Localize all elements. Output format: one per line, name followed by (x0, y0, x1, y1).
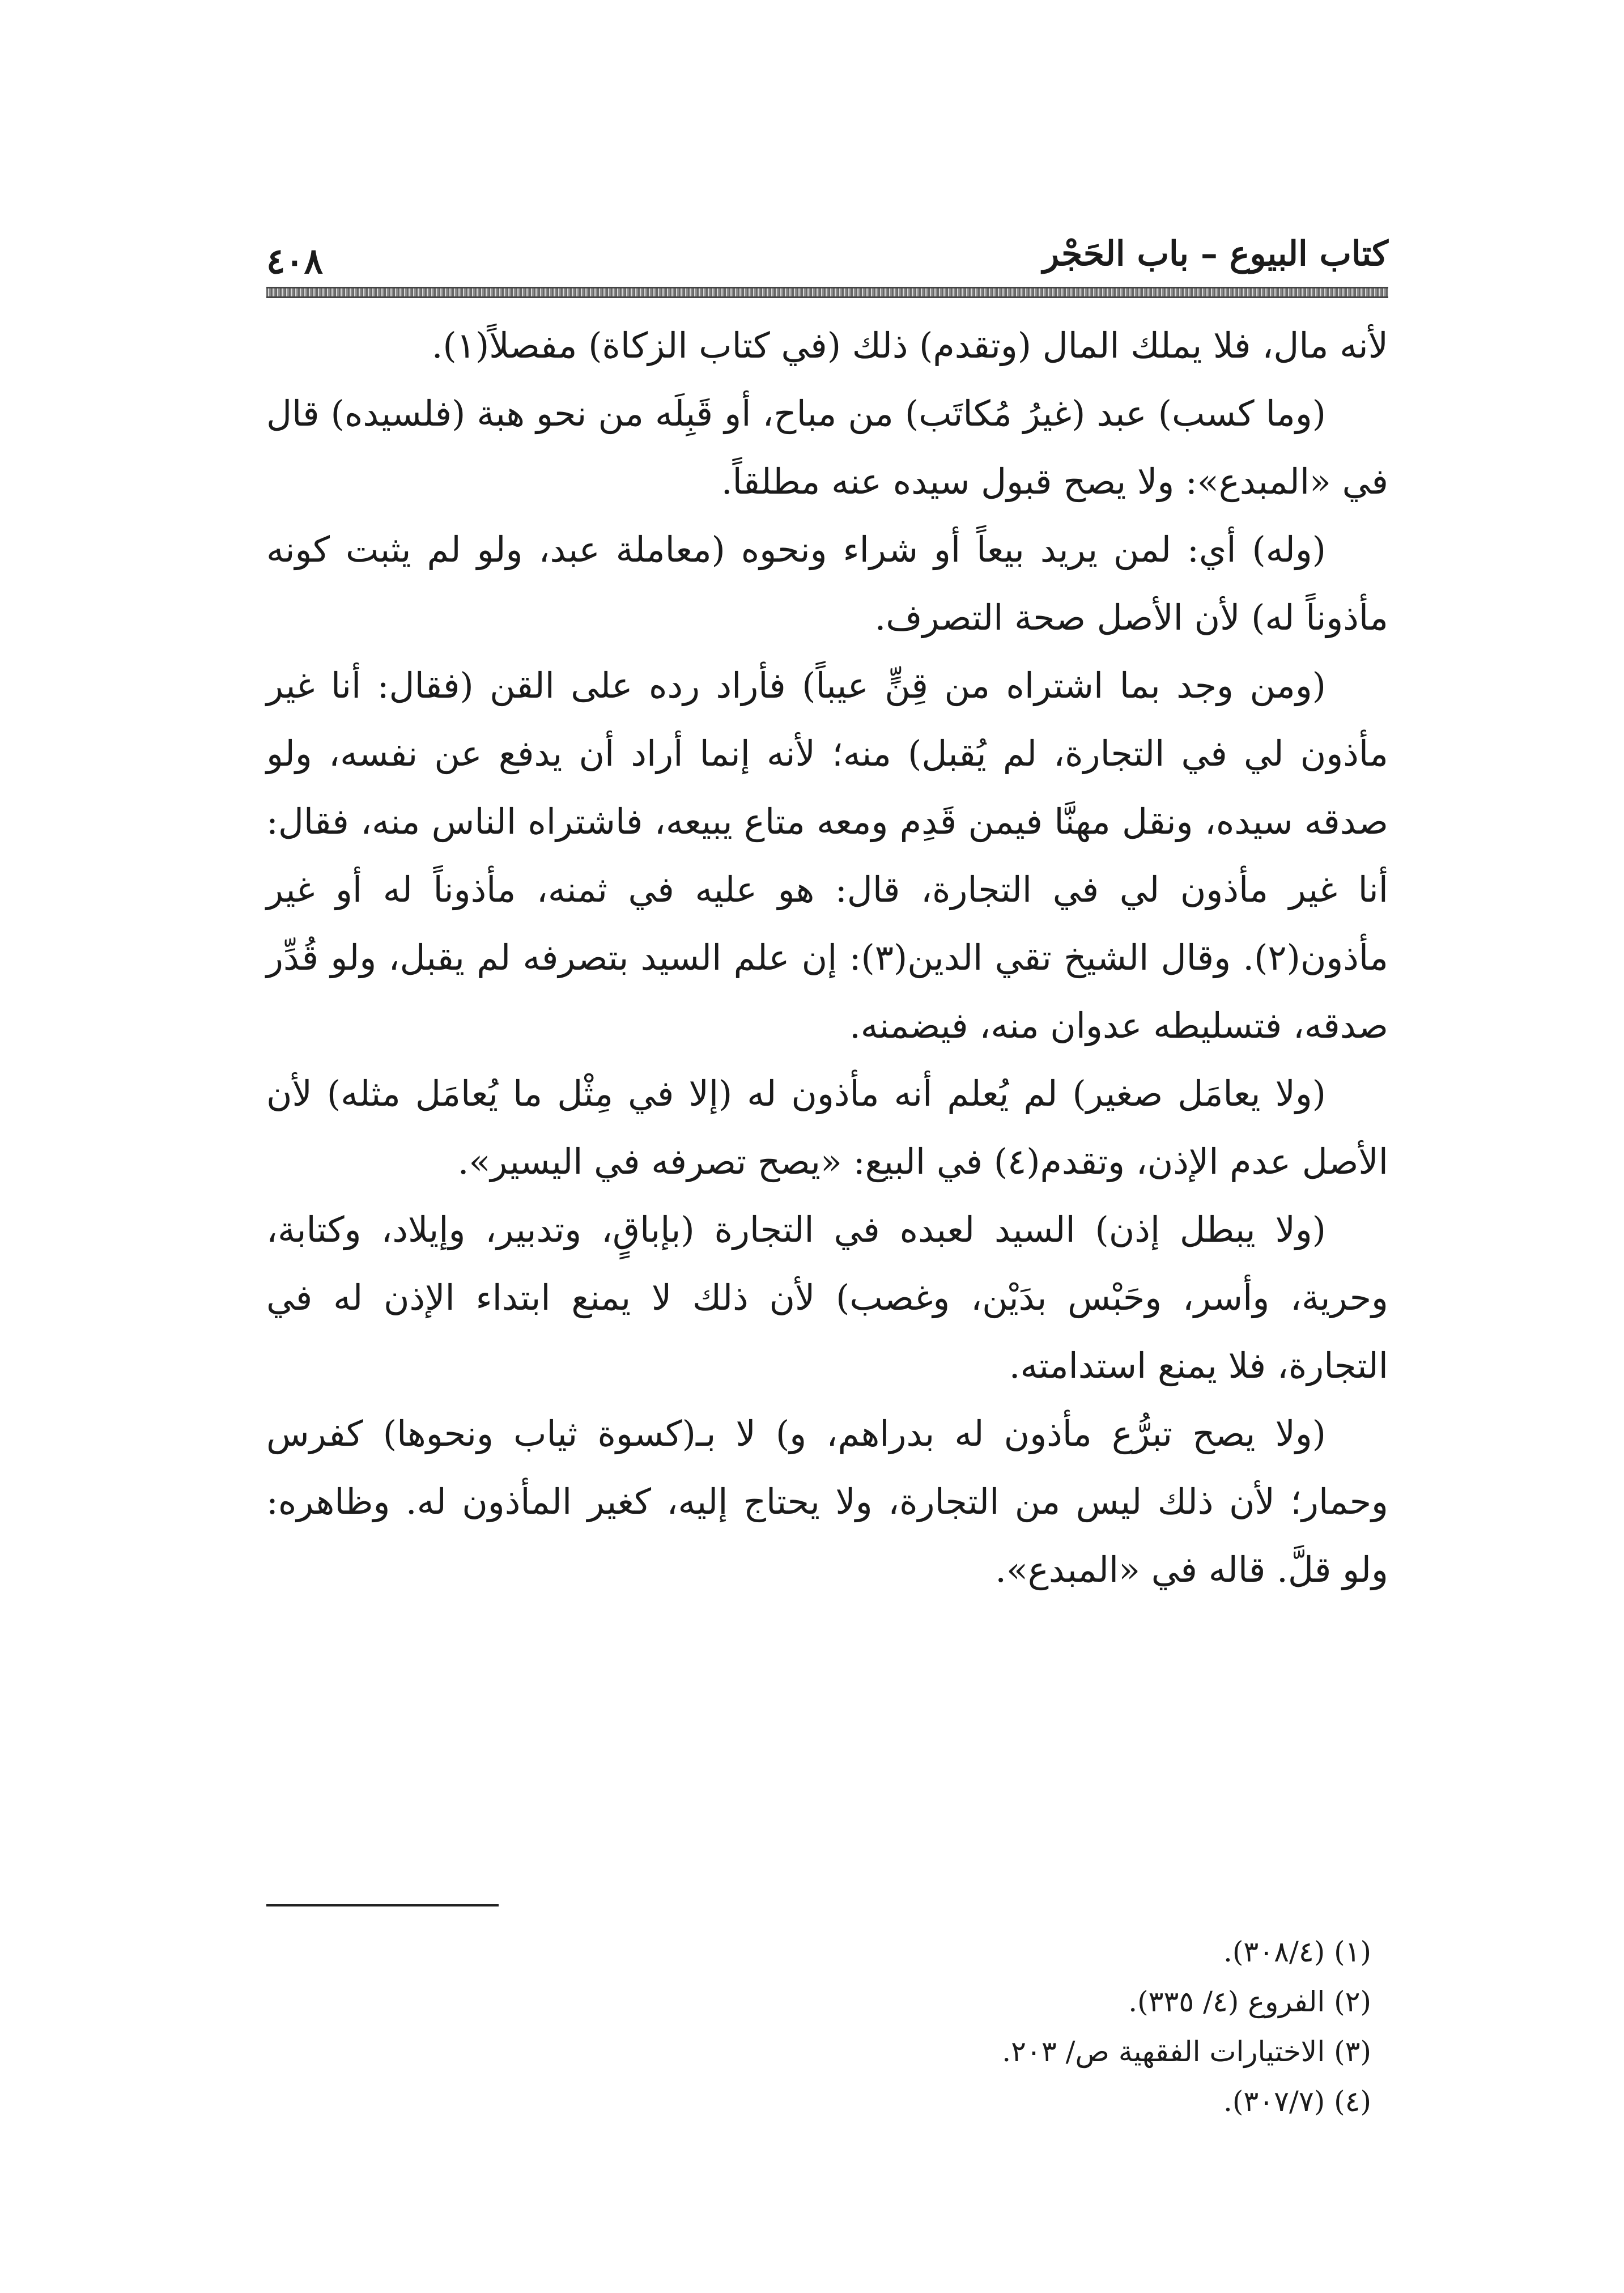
footnotes (266, 1927, 1388, 2126)
paragraph-2: (وما كسب) عبد (غيرُ مُكاتَب) من مباح، أو قَبِلَه من نحو هبة (فلسيده) قال في «المبدع»: ولا يصح قبول سيده عنه مطلقاً. (266, 393, 1388, 502)
header-divider (266, 287, 1388, 298)
paragraph-7: (ولا يصح تبرُّع مأذون له بدراهم، و) لا بـ(كسوة ثياب ونحوها) كفرس وحمار؛ لأن ذلك ليس من التجارة، ولا يحتاج إليه، كغير المأذون له. وظاهره: ولو قلَّ. قاله في «المبدع». (266, 1413, 1388, 1590)
running-title: كتاب البيوع – باب الحَجْر (1043, 234, 1388, 274)
footnote-1: (١) (٣٠٨/٤). (1223, 1935, 1371, 1968)
paragraph-6: (ولا يبطل إذن) السيد لعبده في التجارة (بإباقٍ، وتدبير، وإيلاد، وكتابة، وحرية، وأسر، وحَبْس بدَيْن، وغصب) لأن ذلك لا يمنع ابتداء الإذن له في التجارة، فلا يمنع استدامته. (266, 1209, 1388, 1386)
footnote-4: (٤) (٣٠٧/٧). (1223, 2085, 1371, 2118)
footnote-2: (٢) الفروع (٤/ ٣٣٥). (1128, 1985, 1371, 2018)
paragraph-3: (وله) أي: لمن يريد بيعاً أو شراء ونحوه (معاملة عبد، ولو لم يثبت كونه مأذوناً له) لأن الأصل صحة التصرف. (266, 529, 1388, 638)
paragraph-4: (ومن وجد بما اشتراه من قِنٍّ عيباً) فأراد رده على القن (فقال: أنا غير مأذون لي في التجارة، لم يُقبل) منه؛ لأنه إنما أراد أن يدفع عن نفسه، ولو صدقه سيده، ونقل مهنَّا فيمن قَدِم ومعه متاع يبيعه، فاشتراه الناس منه، فقال: أنا غير مأذون لي في التجارة، قال: هو عليه في ثمنه، مأذوناً له أو غير مأذون(٢). وقال الشيخ تقي الدين(٣): إن علم السيد بتصرفه لم يقبل، ولو قُدِّر صدقه، فتسليطه عدوان منه، فيضمنه. (266, 665, 1388, 1046)
footnote-3: (٣) الاختيارات الفقهية ص/ ٢٠٣. (1002, 2035, 1371, 2068)
page-header (266, 227, 1388, 289)
page-number: ٤٠٨ (266, 240, 323, 282)
main-text (266, 312, 1388, 1604)
paragraph-5: (ولا يعامَل صغير) لم يُعلم أنه مأذون له (إلا في مِثْل ما يُعامَل مثله) لأن الأصل عدم الإذن، وتقدم(٤) في البيع: «يصح تصرفه في اليسير». (266, 1073, 1388, 1182)
paragraph-1: لأنه مال، فلا يملك المال (وتقدم) ذلك (في كتاب الزكاة) مفصلاً(١). (431, 325, 1388, 366)
book-page (266, 227, 1388, 2244)
footnote-divider (266, 1904, 499, 1906)
